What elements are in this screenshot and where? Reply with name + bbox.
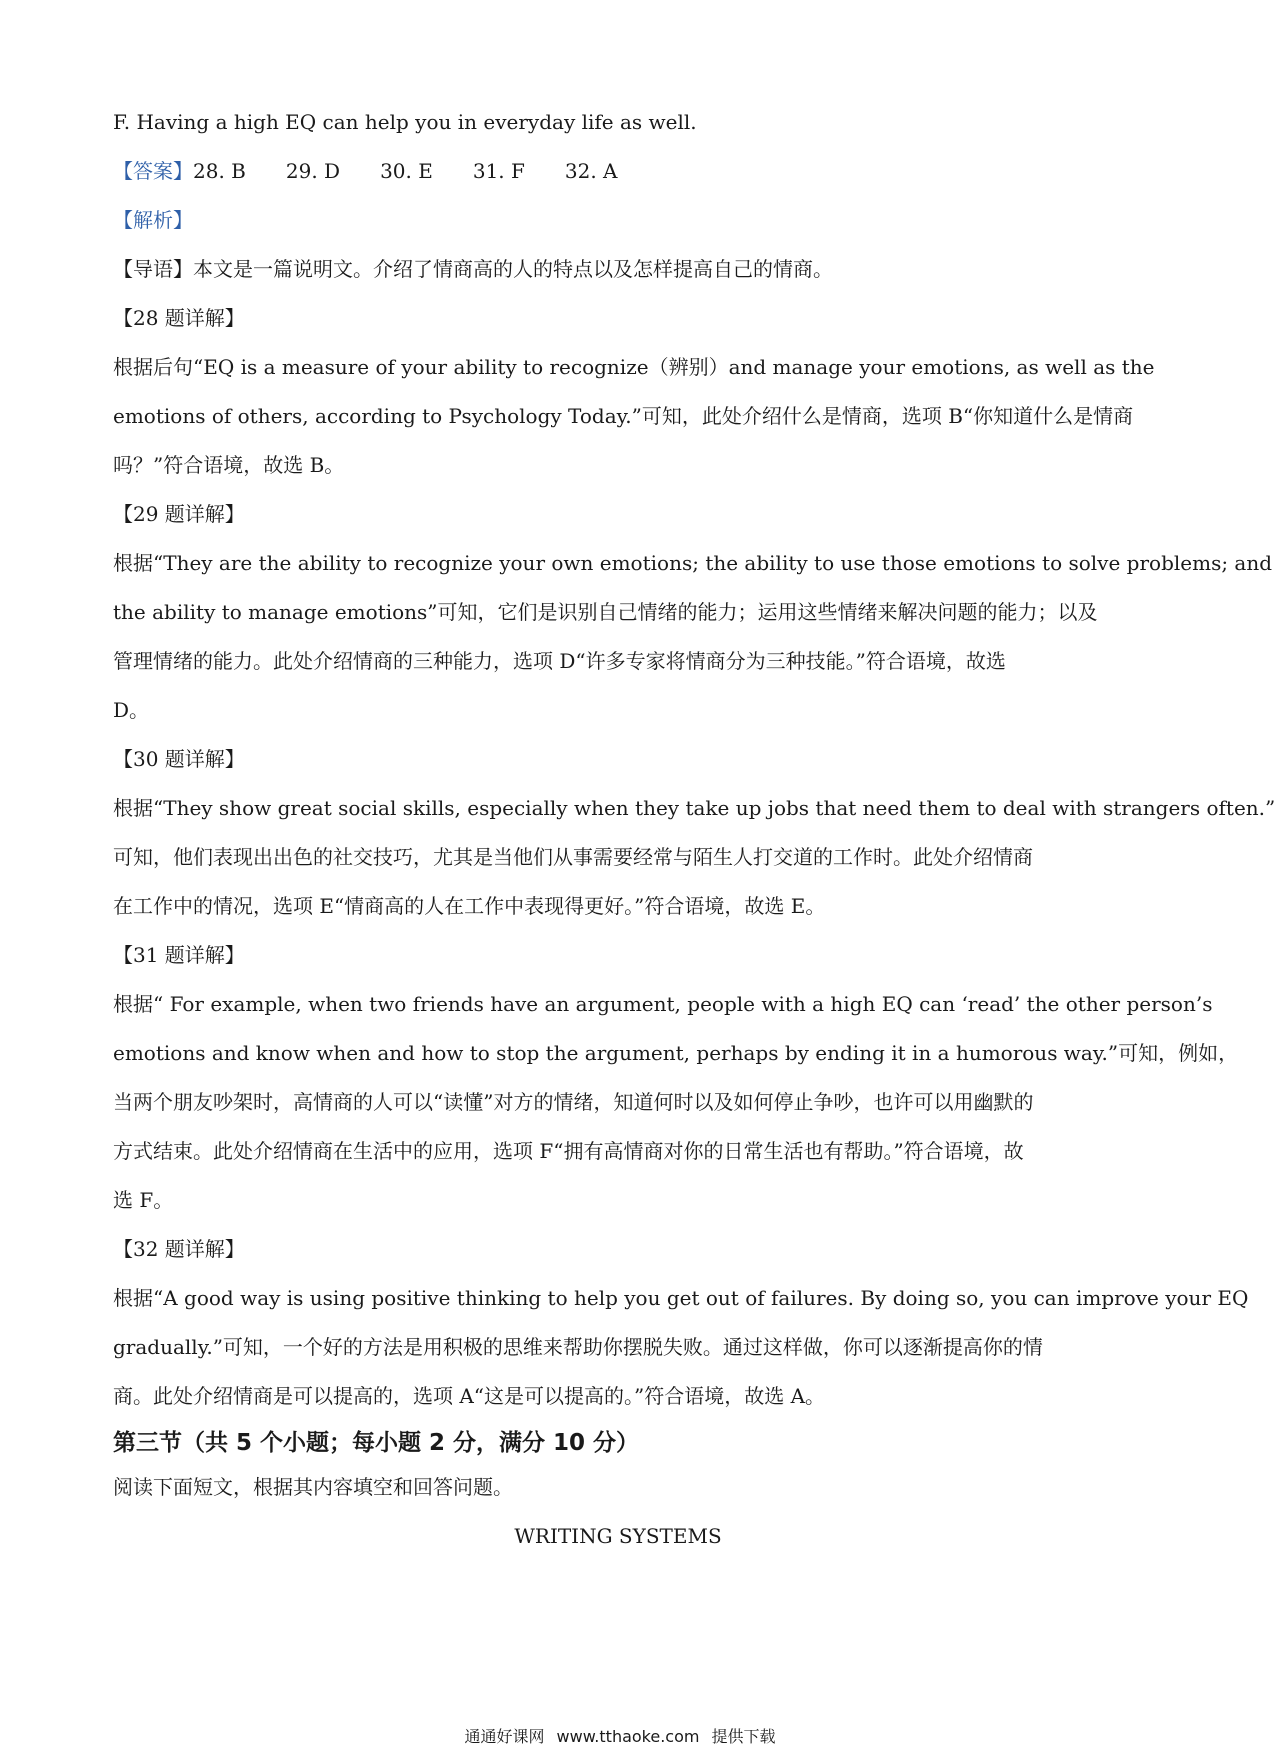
q31-line: 当两个朋友吵架时，高情商的人可以“读懂”对方的情绪，知道何时以及如何停止争吵，也许可以用幽默的 — [113, 1090, 1034, 1114]
q31-line: 选 F。 — [113, 1188, 174, 1212]
q32-line: 根据“A good way is using positive thinking to help you get out of failures. By doing so, you can improve your EQ — [113, 1286, 1249, 1310]
answer-item: 30. E — [380, 159, 433, 183]
q30-line: 可知，他们表现出出色的社交技巧，尤其是当他们从事需要经常与陌生人打交道的工作时。此处介绍情商 — [113, 845, 1033, 869]
q32-line: gradually.”可知，一个好的方法是用积极的思维来帮助你摆脱失败。通过这样做，你可以逐渐提高你的情 — [113, 1335, 1043, 1359]
q28-line: 吗？”符合语境，故选 B。 — [113, 453, 345, 477]
q28-line: 根据后句“EQ is a measure of your ability to recognize（辨别）and manage your emotions, as well as the — [113, 355, 1155, 379]
answer-item: 29. D — [285, 159, 341, 183]
page-content — [113, 98, 1275, 1560]
q30-line: 根据“They show great social skills, especially when they take up jobs that need them to deal with strangers often.” — [113, 796, 1275, 820]
q28-heading: 【28 题详解】 — [113, 306, 245, 330]
passage-title: WRITING SYSTEMS — [514, 1524, 722, 1548]
q31-heading: 【31 题详解】 — [113, 943, 245, 967]
q31-line: 根据“ For example, when two friends have an argument, people with a high EQ can ‘read’ the other person’s — [113, 992, 1213, 1016]
footer-site-name: 通通好课网 — [464, 1727, 545, 1746]
q29-line: 管理情绪的能力。此处介绍情商的三种能力，选项 D“许多专家将情商分为三种技能。”符合语境，故选 — [113, 649, 1006, 673]
answer-item: 28. B — [193, 159, 246, 183]
q32-heading: 【32 题详解】 — [113, 1237, 245, 1261]
intro-text: 【导语】本文是一篇说明文。介绍了情商高的人的特点以及怎样提高自己的情商。 — [113, 257, 833, 281]
q30-heading: 【30 题详解】 — [113, 747, 245, 771]
answer-item: 32. A — [564, 159, 618, 183]
q30-line: 在工作中的情况，选项 E“情商高的人在工作中表现得更好。”符合语境，故选 E。 — [113, 894, 826, 918]
q29-line: 根据“They are the ability to recognize your own emotions; the ability to use those emotions to solve problems; and — [113, 551, 1273, 575]
q32-line: 商。此处介绍情商是可以提高的，选项 A“这是可以提高的。”符合语境，故选 A。 — [113, 1384, 826, 1408]
page-footer — [0, 1724, 1240, 1747]
section-heading: 第三节（共 5 个小题；每小题 2 分，满分 10 分） — [113, 1430, 640, 1456]
answer-row — [113, 147, 1123, 196]
footer-url[interactable]: www.tthaoke.com — [556, 1727, 700, 1746]
analysis-tag: 【解析】 — [113, 208, 193, 232]
q31-line: emotions and know when and how to stop the argument, perhaps by ending it in a humorous way.”可知，例如， — [113, 1041, 1239, 1065]
q29-line: the ability to manage emotions”可知，它们是识别自己情绪的能力；运用这些情绪来解决问题的能力；以及 — [113, 600, 1098, 624]
q29-heading: 【29 题详解】 — [113, 502, 245, 526]
answer-item: 31. F — [472, 159, 525, 183]
q28-line: emotions of others, according to Psychology Today.”可知，此处介绍什么是情商，选项 B“你知道什么是情商 — [113, 404, 1134, 428]
q29-line: D。 — [113, 698, 150, 722]
option-f-text: F. Having a high EQ can help you in everyday life as well. — [113, 110, 697, 134]
q31-line: 方式结束。此处介绍情商在生活中的应用，选项 F“拥有高情商对你的日常生活也有帮助。”符合语境，故 — [113, 1139, 1024, 1163]
answer-tag: 【答案】 — [113, 159, 193, 183]
section-instruction: 阅读下面短文，根据其内容填空和回答问题。 — [113, 1475, 513, 1499]
footer-suffix: 提供下载 — [711, 1727, 776, 1746]
